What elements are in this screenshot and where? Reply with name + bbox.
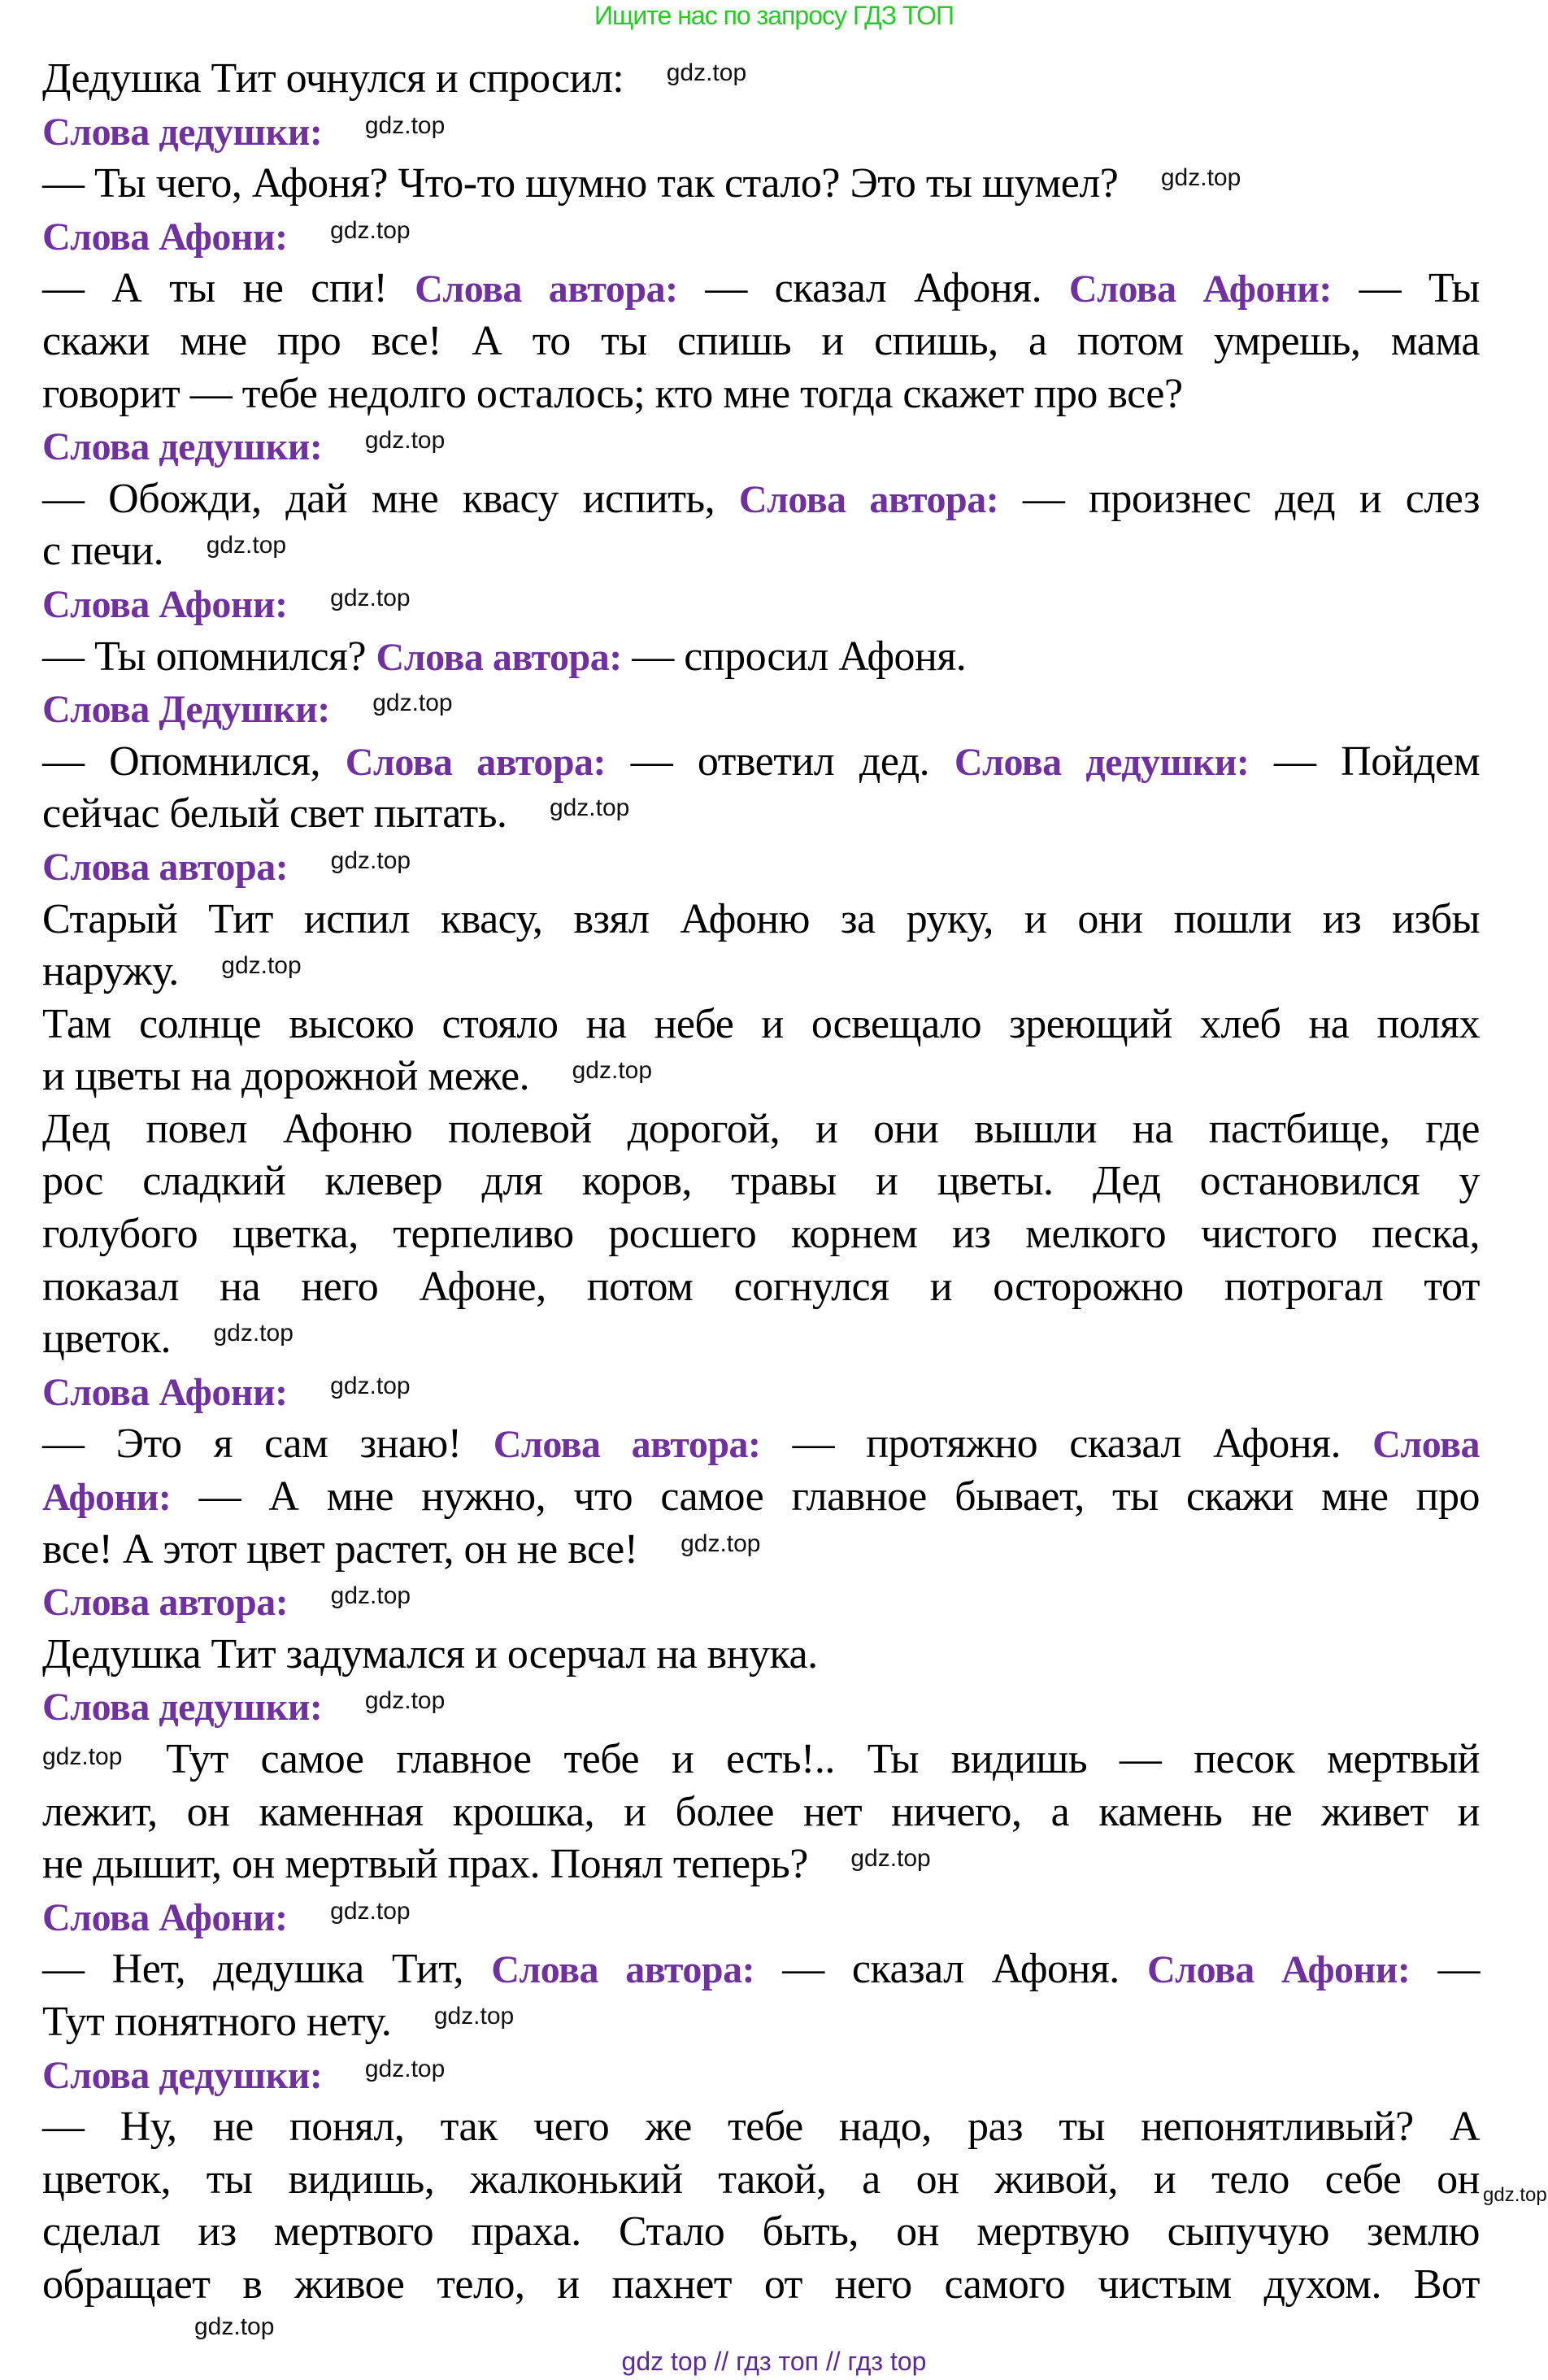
text-segment: — А мне нужно, что самое главное бывает, ты скажи мне про (198, 1473, 1481, 1521)
text-segment: Тут понятного нету. (42, 1998, 392, 2045)
text-line (42, 1051, 1480, 1103)
paragraph (42, 1681, 1480, 1734)
watermark: gdz.top (330, 584, 411, 611)
watermark: gdz.top (549, 794, 630, 822)
speaker-label: Слова дедушки: (42, 425, 323, 469)
text-line (42, 420, 1480, 473)
text-segment: обращает в живое тело, и пахнет от него самого чистым духом. Вот (42, 2260, 1480, 2308)
text-line (42, 2154, 1480, 2207)
paragraph (42, 106, 1480, 159)
text-line (42, 1471, 1480, 1524)
watermark: gdz.top (433, 2002, 515, 2030)
text-line (42, 158, 1480, 211)
speaker-label: Слова Афони: (42, 1370, 288, 1414)
text-line (42, 1155, 1480, 1208)
text-segment: Дед повел Афоню полевой дорогой, и они вышли на пастбище, где (42, 1105, 1480, 1152)
speaker-label: Слова дедушки: (42, 2053, 323, 2097)
speaker-label: Слова дедушки: (42, 1686, 323, 1730)
paragraph (42, 158, 1480, 211)
text-line (42, 473, 1480, 526)
text-line (42, 53, 1480, 106)
watermark: gdz.top (330, 1582, 411, 1610)
text-line (42, 788, 1480, 841)
text-line (42, 1208, 1480, 1261)
text-segment: Дедушка Тит задумался и осерчал на внука. (42, 1630, 818, 1677)
paragraph (42, 473, 1480, 578)
text-line (42, 1261, 1480, 1314)
paragraph (42, 2101, 1480, 2311)
text-segment: — Пойдем (1274, 737, 1481, 785)
text-line (42, 841, 1480, 894)
speaker-label: Слова автора: (376, 635, 622, 679)
text-line (42, 211, 1480, 263)
watermark: gdz.top (330, 216, 411, 244)
speaker-label: Афони: (42, 1476, 172, 1520)
search-banner: Ищите нас по запросу ГДЗ ТОП (594, 1, 954, 30)
text-line (42, 2049, 1480, 2102)
text-segment: скажи мне про все! А то ты спишь и спишь, а потом умрешь, мама (42, 317, 1480, 364)
paragraph (42, 1629, 1480, 1682)
speaker-label: Слова дедушки: (42, 110, 323, 154)
text-line (42, 631, 1480, 684)
text-line (42, 999, 1480, 1051)
text-line (42, 1366, 1480, 1419)
text-segment: цветок. (42, 1316, 171, 1363)
speaker-label: Слова автора: (493, 1423, 761, 1467)
paragraph (42, 631, 1480, 684)
speaker-label: Слова автора: (42, 845, 289, 889)
paragraph (42, 841, 1480, 894)
paragraph (42, 1734, 1480, 1891)
text-segment: Тут самое главное тебе и есть!.. Ты видишь — песок мертвый (166, 1736, 1481, 1782)
speaker-label: Слова автора: (345, 740, 607, 784)
text-segment: цветок, ты видишь, жалконький такой, а он живой, и тело себе он (42, 2156, 1480, 2203)
text-segment: — Ну, не понял, так чего же тебе надо, раз ты непонятливый? А (42, 2104, 1480, 2151)
paragraph (42, 53, 1480, 106)
paragraph (42, 420, 1480, 473)
text-segment: Дедушка Тит очнулся и спросил: (42, 55, 624, 102)
text-segment: рос сладкий клевер для коров, травы и цветы. Дед остановился у (42, 1158, 1480, 1205)
speaker-label: Слова (1372, 1423, 1480, 1467)
watermark: gdz.top (221, 952, 302, 980)
paragraph (42, 263, 1480, 420)
paragraph (42, 894, 1480, 999)
speaker-label: Слова автора: (415, 268, 678, 311)
watermark: gdz.top (1483, 2184, 1547, 2206)
watermark: gdz.top (330, 846, 411, 874)
speaker-label: Слова Афони: (42, 582, 288, 626)
watermark: gdz.top (572, 1057, 653, 1085)
text-segment: — спросил Афоня. (632, 633, 967, 680)
text-segment: — Ты чего, Афоня? Что-то шумно так стало? Это ты шумел? (42, 160, 1119, 207)
paragraph (42, 999, 1480, 1103)
paragraph (42, 211, 1480, 263)
text-line (42, 894, 1480, 946)
text-segment: с печи. (42, 528, 164, 575)
text-segment: голубого цветка, терпеливо росшего корнем из мелкого чистого песка, (42, 1211, 1480, 1258)
text-segment: — (1437, 1946, 1481, 1993)
speaker-label: Слова Афони: (42, 1895, 288, 1939)
text-segment: — А ты не спи! (42, 265, 415, 312)
watermark: gdz.top (850, 1845, 931, 1873)
text-segment: сейчас белый свет пытать. (42, 790, 507, 838)
text-segment: — сказал Афоня. (705, 265, 1069, 312)
text-segment: — протяжно сказал Афоня. (792, 1421, 1373, 1468)
text-segment: все! А этот цвет растет, он не все! (42, 1525, 638, 1573)
watermark: gdz.top (372, 690, 453, 717)
paragraph (42, 683, 1480, 736)
text-segment: наружу. (42, 948, 179, 995)
text-segment: — Ты опомнился? (42, 633, 376, 680)
speaker-label: Слова автора: (491, 1948, 755, 1992)
text-line (42, 578, 1480, 631)
watermark: gdz.top (364, 2055, 446, 2082)
watermark: gdz.top (330, 1372, 411, 1399)
text-segment: и цветы на дорожной меже. (42, 1053, 530, 1100)
watermark: gdz.top (681, 1529, 761, 1557)
text-segment: не дышит, он мертвый прах. Понял теперь? (42, 1841, 808, 1888)
text-segment: Старый Тит испил квасу, взял Афоню за руку, и они пошли из избы (42, 895, 1480, 942)
watermark: gdz.top (364, 427, 446, 455)
paragraph (42, 2049, 1480, 2102)
text-segment: говорит — тебе недолго осталось; кто мне тогда скажет про все? (42, 370, 1183, 417)
speaker-label: Слова автора: (738, 477, 999, 521)
text-line (42, 1103, 1480, 1156)
text-line (42, 1786, 1480, 1839)
text-segment: — Нет, дедушка Тит, (42, 1946, 492, 1993)
watermark: gdz.top (330, 1897, 411, 1925)
text-segment: — Опомнился, (42, 737, 346, 785)
watermark: gdz.top (1160, 164, 1241, 192)
paragraph (42, 1366, 1480, 1419)
text-segment: — сказал Афоня. (782, 1946, 1147, 1993)
speaker-label: Слова автора: (42, 1581, 289, 1625)
speaker-label: Слова Афони: (42, 215, 288, 259)
watermark: gdz.top (206, 532, 287, 559)
text-segment: — Обожди, дай мне квасу испить, (42, 475, 739, 522)
watermark: gdz.top (194, 2313, 275, 2340)
text-line (42, 106, 1480, 159)
speaker-label: Слова дедушки: (954, 740, 1250, 784)
text-line (42, 946, 1480, 999)
text-line (42, 1891, 1480, 1944)
text-line (42, 1313, 1480, 1366)
text-line (42, 736, 1480, 789)
footer-links: gdz top // гдз топ // гдз top (621, 2347, 927, 2376)
watermark: gdz.top (213, 1320, 294, 1347)
text-line (42, 2259, 1480, 2312)
text-line (42, 683, 1480, 736)
paragraph (42, 1576, 1480, 1629)
text-line (42, 1418, 1480, 1471)
watermark: gdz.top (364, 111, 446, 139)
speaker-label: Слова Афони: (1068, 268, 1332, 311)
paragraph (42, 736, 1480, 841)
speaker-label: Слова Афони: (1146, 1948, 1411, 1992)
text-line (42, 315, 1480, 368)
text-line (42, 1681, 1480, 1734)
text-line (42, 1524, 1480, 1577)
paragraph (42, 1418, 1480, 1576)
text-line (42, 263, 1480, 315)
watermark: gdz.top (364, 1687, 446, 1715)
text-line (42, 1838, 1480, 1891)
text-segment: — Это я сам знаю! (42, 1421, 494, 1468)
text-line (42, 1943, 1480, 1996)
text-segment: показал на него Афоне, потом согнулся и осторожно потрогал тот (42, 1263, 1480, 1310)
watermark: gdz.top (42, 1743, 123, 1770)
paragraph (42, 578, 1480, 631)
text-line (42, 2206, 1480, 2259)
text-segment: — ответил дед. (630, 737, 954, 785)
paragraph (42, 1891, 1480, 1944)
text-line (42, 1996, 1480, 2049)
paragraph (42, 1103, 1480, 1366)
text-line (42, 2101, 1480, 2154)
text-segment: сделал из мертвого праха. Стало быть, он мертвую сыпучую землю (42, 2208, 1480, 2256)
speaker-label: Слова Дедушки: (42, 688, 330, 732)
document-text (42, 53, 1480, 2312)
text-segment: Там солнце высоко стояло на небе и освещало зреющий хлеб на полях (42, 1000, 1480, 1047)
text-line (42, 525, 1480, 578)
text-line (42, 1629, 1480, 1682)
text-line (42, 1734, 1480, 1786)
paragraph (42, 1943, 1480, 2048)
text-line (42, 368, 1480, 421)
text-line (42, 1576, 1480, 1629)
text-segment: — Ты (1359, 265, 1480, 312)
text-segment: лежит, он каменная крошка, и более нет ничего, а камень не живет и (42, 1788, 1480, 1835)
text-segment: — произнес дед и слез (1022, 475, 1481, 522)
watermark: gdz.top (666, 59, 747, 86)
